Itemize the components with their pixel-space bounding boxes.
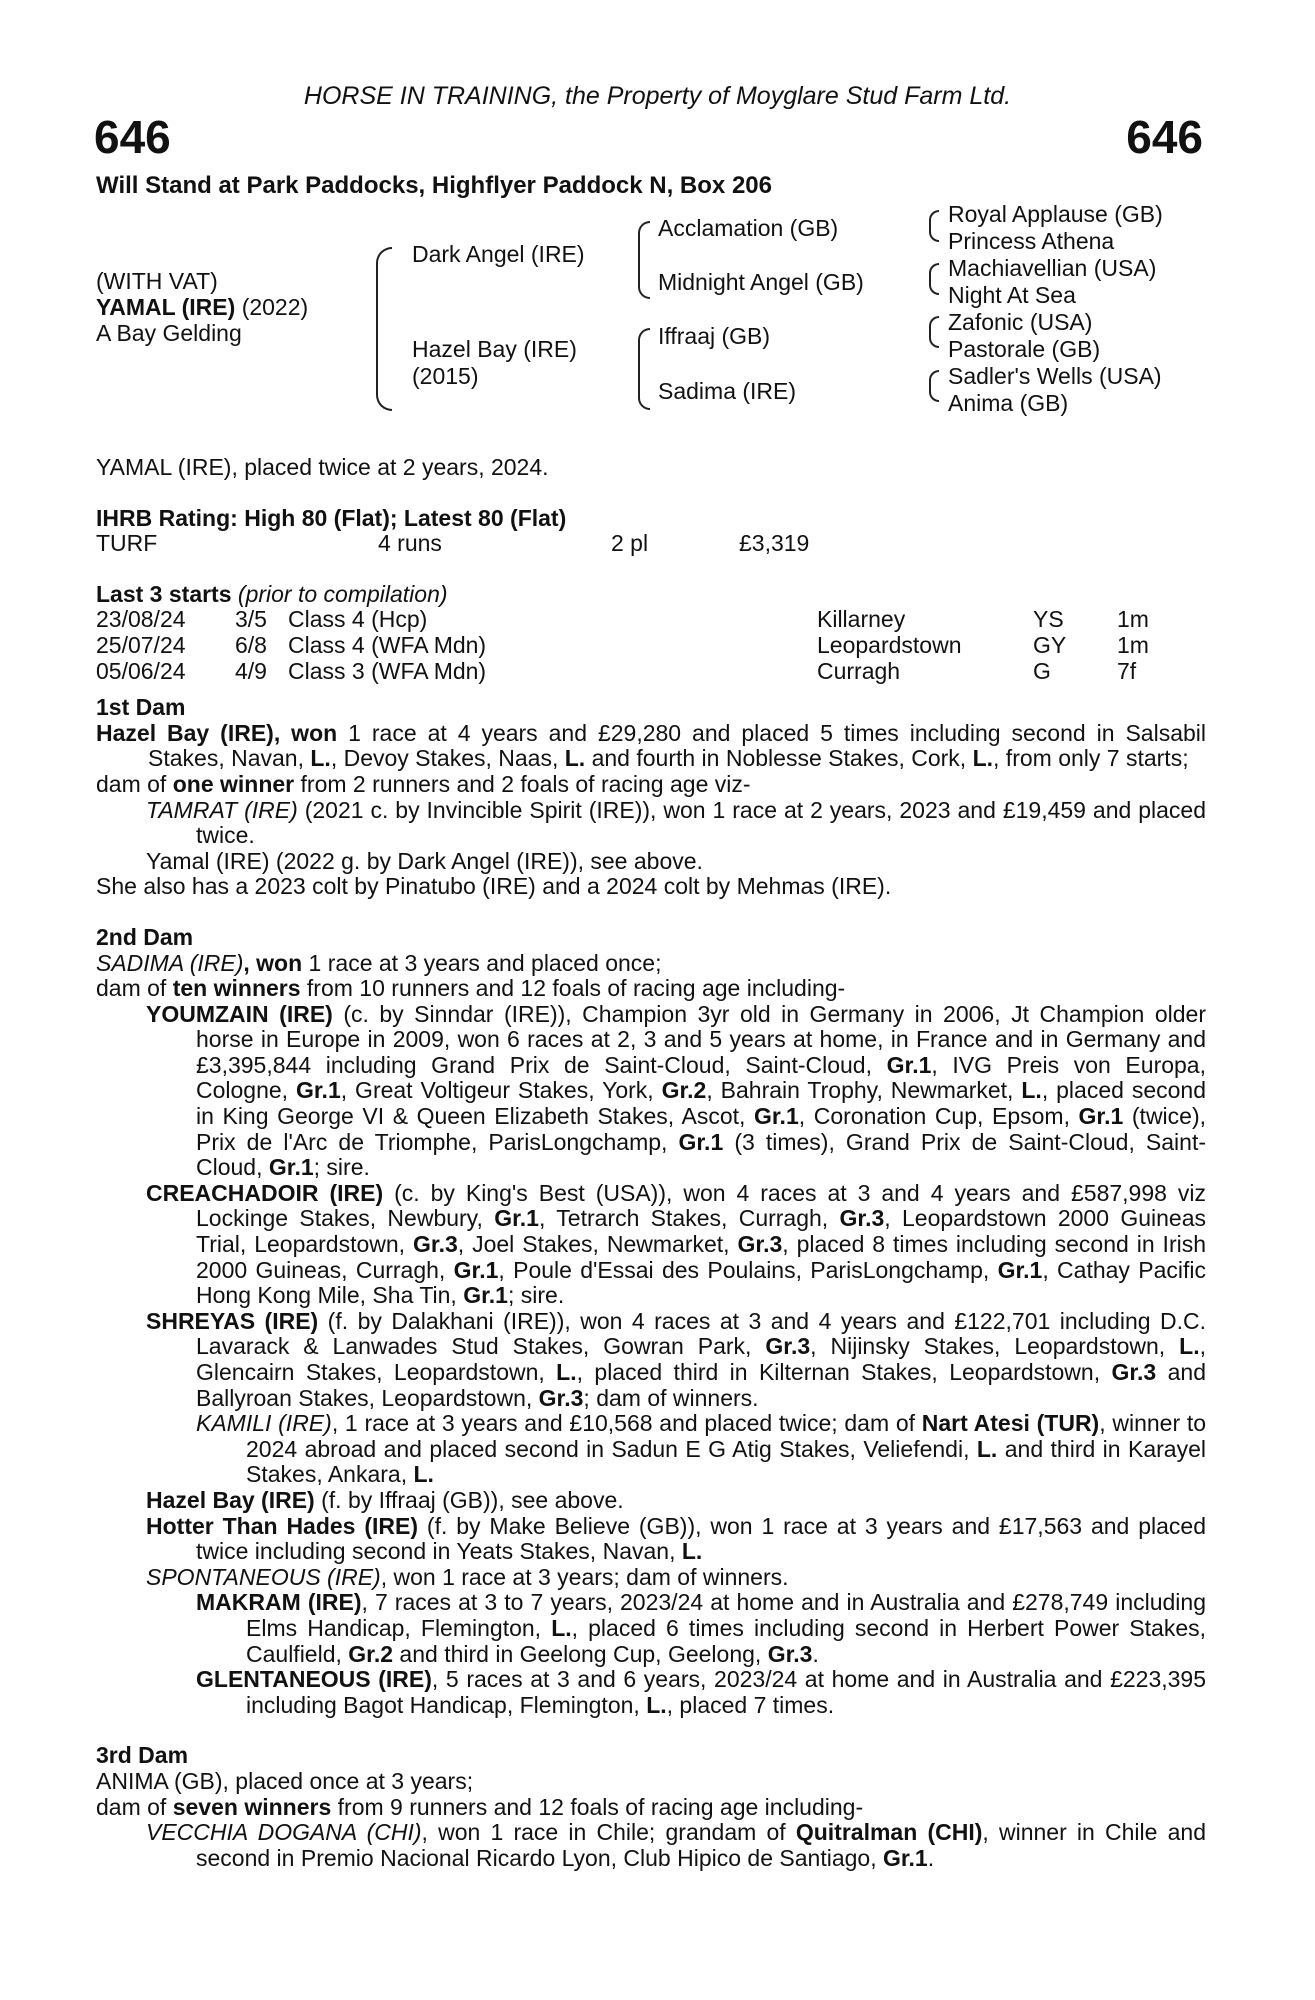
listed-mark: L. [556, 1359, 577, 1385]
creachadoir-record: , placed 8 times including second in Irish 2000 Guineas, Curragh, [196, 1231, 1207, 1283]
start-position: 6/8 [235, 631, 267, 658]
pedigree-sds: Machiavellian (USA) [948, 255, 1157, 281]
pedigree-dss: Zafonic (USA) [948, 309, 1093, 335]
dam2-text: 1 race at 3 years and placed once; [302, 949, 662, 976]
produce-yamal: Yamal (IRE) (2022 g. by Dark Angel (IRE)), see above. [146, 847, 703, 874]
hotter-than-hades-record: (f. by Make Believe (GB)), won 1 race at 3 years and £17,563 and placed twice including second in Yeats Stakes, Navan, [196, 1512, 1206, 1565]
dam2-record [96, 951, 1206, 977]
creachadoir-record: , Poule d'Essai des Poulains, ParisLongchamp, [498, 1256, 998, 1283]
dam1-also: She also has a 2023 colt by Pinatubo (IRE) and a 2024 colt by Mehmas (IRE). [96, 873, 892, 900]
dam1-runners: from 2 runners and 2 foals of racing age viz- [294, 770, 751, 797]
pedigree-brace-dam [638, 328, 650, 410]
pedigree-sire-sire: Acclamation (GB) [658, 215, 839, 241]
produce-makram: MAKRAM (IRE), 7 races at 3 to 7 years, 2023/24 at home and in Australia and £278,749 including Elms Handicap, Flemington, L., placed 6 times including second in Herbert Power Stakes, Caulfield, Gr.2 and third in Geelong Cup, Geelong, Gr.3. [196, 1589, 1206, 1667]
rating-surface: TURF [96, 530, 158, 557]
nart-atesi-name: Nart Atesi (TUR) [921, 1410, 1100, 1437]
pedigree-brace-dd [929, 370, 939, 402]
produce-hazel-bay [96, 1488, 1206, 1514]
group1-mark: Gr.1 [453, 1256, 499, 1283]
dam1-produce-intro [96, 772, 1206, 798]
pedigree-brace-main [376, 247, 392, 411]
dam2-produce-intro [96, 976, 1206, 1002]
rating-row [96, 531, 1206, 557]
shreyas-record: , Nijinsky Stakes, Leopardstown, [810, 1333, 1180, 1360]
creachadoir-record: , Joel Stakes, Newmarket, [457, 1231, 738, 1258]
group1-mark: Gr.1 [882, 1844, 928, 1871]
spontaneous-record: , won 1 race at 3 years; dam of winners. [380, 1563, 789, 1590]
dam2-runners: from 10 runners and 12 foals of racing age including- [300, 975, 846, 1002]
makram-record: , 7 races at 3 to 7 years, 2023/24 at home and in Australia and £278,749 including Elms Handicap, Flemington, [246, 1589, 1206, 1641]
vecchia-dogana-name: VECCHIA DOGANA (CHI) [146, 1819, 422, 1846]
group2-mark: Gr.2 [348, 1640, 394, 1667]
lot-number-right: 646 [1126, 111, 1203, 163]
youmzain-name: YOUMZAIN (IRE) [146, 1000, 333, 1027]
shreyas-record: ; dam of winners. [583, 1384, 759, 1411]
group3-mark: Gr.3 [538, 1384, 584, 1411]
last-starts-title: Last 3 starts [96, 580, 232, 607]
start-class: Class 4 (WFA Mdn) [288, 631, 487, 658]
pedigree-dds: Sadler's Wells (USA) [948, 363, 1162, 389]
youmzain-record: , Great Voltigeur Stakes, York, [340, 1077, 662, 1104]
pedigree-sire: Dark Angel (IRE) [412, 241, 585, 267]
creachadoir-record: (c. by King's Best (USA)), won 4 races at 3 and 4 years and £587,998 viz Lockinge Stakes, Newbury, [196, 1179, 1206, 1232]
shreyas-record: , Glencairn Stakes, Leopardstown, [196, 1333, 1206, 1385]
listed-mark: L. [1179, 1333, 1200, 1360]
last-starts-note: (prior to compilation) [237, 580, 448, 607]
page-header: HORSE IN TRAINING, the Property of Moyglare Stud Farm Ltd. [303, 82, 1012, 110]
youmzain-record: (c. by Sinndar (IRE)), Champion 3yr old in Germany in 2006, Jt Champion older horse in Europe in 2009, won 6 races at 2, 3 and 5 years at home, in France and in Germany and £3,395,844 including Grand Prix de Saint-Cloud, Saint-Cloud, [196, 1000, 1206, 1078]
dam2-heading: 2nd Dam [96, 923, 194, 950]
pedigree-dsd: Pastorale (GB) [948, 336, 1101, 362]
group1-mark: Gr.1 [463, 1282, 508, 1309]
start-class: Class 4 (Hcp) [288, 606, 428, 633]
group3-mark: Gr.3 [413, 1231, 458, 1258]
catalogue-body [96, 455, 1206, 1871]
start-row [96, 633, 1206, 659]
makram-record: , placed 6 times including second in Herbert Power Stakes, Caulfield, [246, 1614, 1206, 1667]
pedigree-ssd: Princess Athena [948, 228, 1115, 254]
produce-glentaneous [96, 1667, 1206, 1718]
horse-year: (2022) [241, 294, 309, 320]
youmzain-record: (3 times), Grand Prix de Saint-Cloud, Saint-Cloud, [196, 1128, 1206, 1181]
dam1-text: , Devoy Stakes, Naas, [330, 745, 565, 772]
youmzain-record: (twice), Prix de l'Arc de Triomphe, ParisLongchamp, [196, 1103, 1207, 1155]
pedigree-dam-dam: Sadima (IRE) [658, 378, 797, 404]
group1-mark: Gr.1 [494, 1205, 539, 1232]
race-summary: YAMAL (IRE), placed twice at 2 years, 2024. [96, 454, 549, 480]
creachadoir-record: , Leopardstown 2000 Guineas Trial, Leopardstown, [196, 1205, 1206, 1258]
group3-mark: Gr.3 [767, 1640, 813, 1667]
creachadoir-record: , Cathay Pacific Hong Kong Mile, Sha Tin, [196, 1256, 1206, 1309]
start-position: 3/5 [235, 606, 267, 633]
start-distance: 7f [1117, 657, 1137, 684]
youmzain-record: , IVG Preis von Europa, Cologne, [196, 1051, 1206, 1104]
horse-description: A Bay Gelding [96, 320, 242, 346]
listed-mark: L. [972, 745, 994, 772]
produce-spontaneous [96, 1565, 1206, 1591]
youmzain-record: ; sire. [313, 1154, 370, 1181]
dam3-heading: 3rd Dam [96, 1742, 189, 1769]
horse-name: YAMAL (IRE) [96, 294, 236, 320]
creachadoir-name: CREACHADOIR (IRE) [146, 1179, 384, 1206]
start-going: GY [1033, 631, 1067, 658]
pedigree-ddd: Anima (GB) [948, 390, 1069, 416]
dam3-runners: from 9 runners and 12 foals of racing age including- [331, 1793, 864, 1820]
glentaneous-record: , 5 races at 3 and 6 years, 2023/24 at home and in Australia and £223,395 including Bagot Handicap, Flemington, [246, 1666, 1207, 1718]
produce-creachadoir [96, 1181, 1206, 1309]
vecchia-dogana-end: . [927, 1844, 935, 1871]
listed-mark: L. [310, 745, 331, 772]
spontaneous-name: SPONTANEOUS (IRE) [146, 1563, 381, 1590]
group1-mark: Gr.1 [886, 1051, 932, 1078]
produce-shreyas [96, 1309, 1206, 1411]
youmzain-record: , Coronation Cup, Epsom, [798, 1103, 1079, 1130]
makram-record: and third in Geelong Cup, Geelong, [393, 1640, 768, 1667]
group1-mark: Gr.1 [295, 1077, 341, 1104]
dam2-winners: ten winners [172, 975, 301, 1002]
creachadoir-record: ; sire. [507, 1282, 565, 1309]
group1-mark: Gr.1 [268, 1154, 314, 1181]
start-course: Leopardstown [817, 631, 962, 658]
dam1-winners: one winner [172, 770, 295, 797]
rating-runs: 4 runs [378, 530, 442, 557]
listed-mark: L. [564, 745, 586, 772]
hazel-bay-record: (f. by Iffraaj (GB)), see above. [314, 1486, 624, 1513]
start-going: G [1033, 657, 1051, 684]
pedigree-dam: Hazel Bay (IRE) [412, 336, 577, 362]
dam1-record [96, 721, 1206, 772]
listed-mark: L. [681, 1538, 703, 1565]
shreyas-record: and Ballyroan Stakes, Leopardstown, [196, 1359, 1206, 1411]
rating-earnings: £3,319 [739, 530, 810, 557]
group3-mark: Gr.3 [765, 1333, 811, 1360]
group1-mark: Gr.1 [1078, 1103, 1124, 1130]
pedigree-sdd: Night At Sea [948, 282, 1076, 308]
group3-mark: Gr.3 [839, 1205, 885, 1232]
listed-mark: L. [646, 1691, 667, 1718]
pedigree-brace-ss [929, 210, 939, 242]
pedigree-sss: Royal Applause (GB) [948, 201, 1163, 227]
dam3-record: ANIMA (GB), placed once at 3 years; [96, 1767, 474, 1794]
hazel-bay-name: Hazel Bay (IRE) [146, 1486, 315, 1513]
vecchia-dogana-record: , winner in Chile and second in Premio Nacional Ricardo Lyon, Club Hipico de Santiago, [196, 1819, 1206, 1871]
dam2-dam-of: dam of [96, 975, 173, 1002]
quitralman-name: Quitralman (CHI) [795, 1819, 983, 1846]
vecchia-dogana-record: , won 1 race in Chile; grandam of [421, 1819, 796, 1846]
start-date: 23/08/24 [96, 606, 186, 633]
group3-mark: Gr.3 [737, 1231, 783, 1258]
pedigree-brace-sire [638, 221, 650, 299]
listed-mark: L. [1021, 1077, 1042, 1104]
dam1-dam-of: dam of [96, 770, 173, 797]
youmzain-record: , Bahrain Trophy, Newmarket, [706, 1077, 1022, 1104]
horse-title [96, 294, 308, 321]
shreyas-record: , placed third in Kilternan Stakes, Leopardstown, [576, 1359, 1112, 1385]
tamrat-name: TAMRAT (IRE) [146, 796, 298, 823]
listed-mark: L. [413, 1461, 434, 1488]
shreyas-record: (f. by Dalakhani (IRE)), won 4 races at 3 and 4 years and £122,701 including D.C. Lavarack & Lanwades Stud Stakes, Gowran Park, [196, 1307, 1206, 1360]
pedigree-dam-year: (2015) [412, 363, 479, 389]
dam1-text: 1 race at 4 years and £29,280 and placed 5 times including second in Salsabil Stakes, Navan, [148, 719, 1206, 772]
produce-vecchia-dogana [96, 1820, 1206, 1871]
group1-mark: Gr.1 [753, 1103, 799, 1130]
group2-mark: Gr.2 [661, 1077, 707, 1104]
dam1-heading: 1st Dam [96, 694, 186, 721]
start-date: 25/07/24 [96, 631, 186, 658]
tamrat-record: (2021 c. by Invincible Spirit (IRE)), won 1 race at 2 years, 2023 and £19,459 and placed twice. [196, 796, 1207, 849]
start-distance: 1m [1117, 631, 1149, 658]
hotter-than-hades-name: Hotter Than Hades (IRE) [146, 1512, 419, 1539]
start-going: YS [1033, 606, 1064, 633]
pedigree-dam-sire: Iffraaj (GB) [658, 323, 771, 349]
start-course: Curragh [817, 657, 901, 684]
group1-mark: Gr.1 [678, 1128, 724, 1155]
produce-hotter-than-hades [96, 1514, 1206, 1565]
dam3-dam-of: dam of [96, 1793, 173, 1820]
produce-kamili [96, 1411, 1206, 1488]
dam1-name: Hazel Bay (IRE) [96, 719, 274, 746]
makram-name: MAKRAM (IRE) [196, 1589, 362, 1616]
group1-mark: Gr.1 [997, 1256, 1043, 1283]
start-position: 4/9 [235, 657, 267, 684]
pedigree-brace-sd [929, 263, 939, 295]
produce-tamrat [96, 798, 1206, 849]
dam2-won: , won [243, 949, 303, 976]
kamili-record: , 1 race at 3 years and £10,568 and placed twice; dam of [331, 1410, 922, 1437]
start-row [96, 659, 1206, 685]
kamili-name: KAMILI (IRE) [196, 1410, 332, 1437]
creachadoir-record: , Tetrarch Stakes, Curragh, [538, 1205, 840, 1232]
dam1-text: , from only 7 starts; [993, 745, 1189, 772]
listed-mark: L. [551, 1614, 572, 1641]
glentaneous-record: , placed 7 times. [666, 1691, 835, 1718]
rating-placed: 2 pl [611, 530, 649, 557]
group3-mark: Gr.3 [1111, 1359, 1157, 1385]
shreyas-name: SHREYAS (IRE) [146, 1307, 319, 1334]
stand-location: Will Stand at Park Paddocks, Highflyer Paddock N, Box 206 [96, 172, 772, 199]
dam1-text: and fourth in Noblesse Stakes, Cork, [585, 745, 973, 772]
start-distance: 1m [1117, 606, 1149, 633]
dam3-winners: seven winners [172, 1793, 332, 1820]
pedigree-sire-dam: Midnight Angel (GB) [658, 269, 864, 295]
vat-note: (WITH VAT) [96, 268, 218, 294]
pedigree-brace-ds [929, 316, 939, 348]
start-date: 05/06/24 [96, 657, 186, 684]
lot-number-left: 646 [94, 111, 171, 163]
dam1-won: , won [273, 719, 338, 746]
last-starts-heading [96, 582, 1206, 608]
start-row [96, 607, 1206, 633]
dam2-name: SADIMA (IRE) [96, 949, 244, 976]
kamili-record: and third in Karayel Stakes, Ankara, [246, 1435, 1206, 1488]
produce-youmzain [96, 1002, 1206, 1181]
glentaneous-name: GLENTANEOUS (IRE) [196, 1666, 432, 1693]
start-course: Killarney [817, 606, 906, 633]
rating-label: IHRB Rating: High 80 (Flat); Latest 80 (Flat) [96, 504, 567, 531]
youmzain-record: , placed second in King George VI & Queen Elizabeth Stakes, Ascot, [196, 1077, 1206, 1130]
start-class: Class 3 (WFA Mdn) [288, 657, 487, 684]
kamili-record: , winner to 2024 abroad and placed second in Sadun E G Atig Stakes, Veliefendi, [246, 1410, 1207, 1462]
dam3-produce-intro [96, 1795, 1206, 1821]
listed-mark: L. [976, 1435, 998, 1462]
